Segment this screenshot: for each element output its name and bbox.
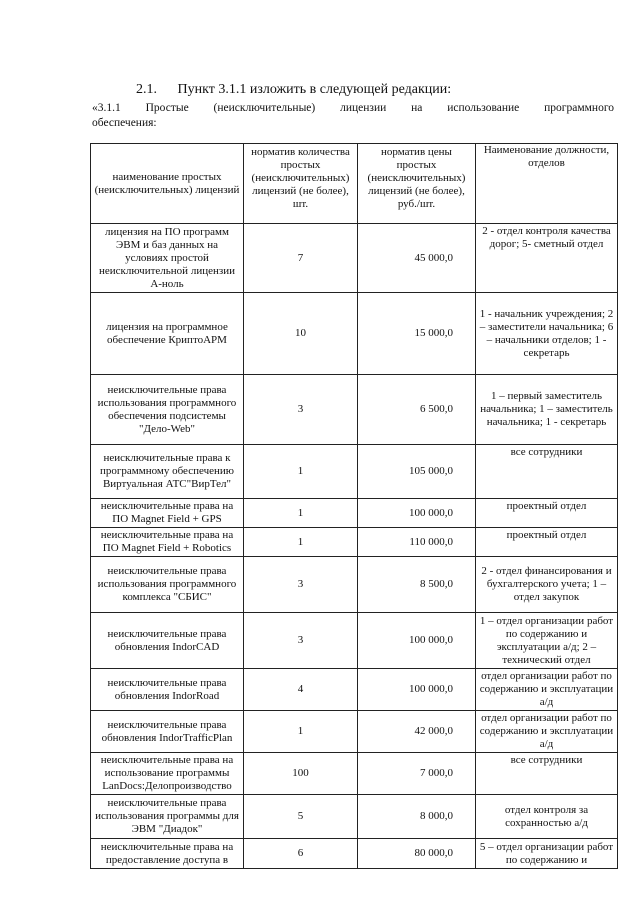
license-price: 80 000,0: [358, 839, 476, 869]
intro-line-2: обеспечения:: [92, 117, 157, 129]
license-name: лицензия на ПО программ ЭВМ и баз данных на условиях простой неисключительной лицензии А-ноль: [91, 224, 244, 293]
table-header-row: [91, 144, 618, 224]
table-row: [91, 613, 618, 669]
license-positions: отдел организации работ по содержанию и эксплуатации а/д: [476, 669, 618, 711]
license-name: неисключительные права использования программного обеспечения подсистемы "Дело-Web": [91, 375, 244, 445]
table-row: [91, 293, 618, 375]
license-name: лицензия на программное обеспечение КриптоАРМ: [91, 293, 244, 375]
license-price: 100 000,0: [358, 669, 476, 711]
license-price: 15 000,0: [358, 293, 476, 375]
license-positions: проектный отдел: [476, 499, 618, 528]
license-positions: 5 – отдел организации работ по содержанию и: [476, 839, 618, 869]
header-quantity: норматив количества простых (неисключительных) лицензий (не более), шт.: [244, 144, 358, 224]
license-positions: отдел организации работ по содержанию и эксплуатации а/д: [476, 711, 618, 753]
section-title: Пункт 3.1.1 изложить в следующей редакции:: [177, 82, 452, 97]
table-row: [91, 557, 618, 613]
license-qty: 1: [244, 445, 358, 499]
license-qty: 1: [244, 711, 358, 753]
table-row: [91, 528, 618, 557]
license-qty: 5: [244, 795, 358, 839]
license-name: неисключительные права обновления IndorRoad: [91, 669, 244, 711]
license-qty: 1: [244, 528, 358, 557]
intro-line-1: «3.1.1 Простые (неисключительные) лицензии на использование программного: [92, 102, 614, 114]
license-qty: 6: [244, 839, 358, 869]
header-license-name: наименование простых (неисключительных) лицензий: [91, 144, 244, 224]
license-qty: 1: [244, 499, 358, 528]
license-price: 8 500,0: [358, 557, 476, 613]
table-row: [91, 753, 618, 795]
license-qty: 7: [244, 224, 358, 293]
license-positions: проектный отдел: [476, 528, 618, 557]
license-positions: все сотрудники: [476, 445, 618, 499]
license-name: неисключительные права к программному обеспечению Виртуальная АТС"ВирТел": [91, 445, 244, 499]
table-row: [91, 839, 618, 869]
license-positions: 2 - отдел финансирования и бухгалтерского учета; 1 – отдел закупок: [476, 557, 618, 613]
license-name: неисключительные права использования программы для ЭВМ "Диадок": [91, 795, 244, 839]
license-positions: 2 - отдел контроля качества дорог; 5- сметный отдел: [476, 224, 618, 293]
license-price: 100 000,0: [358, 613, 476, 669]
license-price: 105 000,0: [358, 445, 476, 499]
table-row: [91, 499, 618, 528]
license-price: 7 000,0: [358, 753, 476, 795]
license-name: неисключительные права на ПО Magnet Field + GPS: [91, 499, 244, 528]
license-price: 110 000,0: [358, 528, 476, 557]
header-positions: Наименование должности, отделов: [476, 144, 618, 224]
license-name: неисключительные права на предоставление доступа в: [91, 839, 244, 869]
license-positions: все сотрудники: [476, 753, 618, 795]
section-heading: [136, 82, 451, 98]
license-price: 6 500,0: [358, 375, 476, 445]
license-qty: 3: [244, 613, 358, 669]
table-row: [91, 711, 618, 753]
license-positions: отдел контроля за сохранностью а/д: [476, 795, 618, 839]
license-price: 100 000,0: [358, 499, 476, 528]
license-price: 42 000,0: [358, 711, 476, 753]
license-name: неисключительные права обновления IndorCAD: [91, 613, 244, 669]
license-price: 8 000,0: [358, 795, 476, 839]
license-positions: 1 – первый заместитель начальника; 1 – заместитель начальника; 1 - секретарь: [476, 375, 618, 445]
license-qty: 4: [244, 669, 358, 711]
license-name: неисключительные права на использование программы LanDocs:Делопроизводство: [91, 753, 244, 795]
section-number: 2.1.: [136, 82, 157, 97]
license-positions: 1 - начальник учреждения; 2 – заместители начальника; 6 – начальники отделов; 1 - секретарь: [476, 293, 618, 375]
license-qty: 3: [244, 557, 358, 613]
license-name: неисключительные права обновления IndorTrafficPlan: [91, 711, 244, 753]
header-price: норматив цены простых (неисключительных) лицензий (не более), руб./шт.: [358, 144, 476, 224]
license-name: неисключительные права на ПО Magnet Field + Robotics: [91, 528, 244, 557]
license-positions: 1 – отдел организации работ по содержанию и эксплуатации а/д; 2 – технический отдел: [476, 613, 618, 669]
license-qty: 100: [244, 753, 358, 795]
license-qty: 10: [244, 293, 358, 375]
license-price: 45 000,0: [358, 224, 476, 293]
table-row: [91, 224, 618, 293]
table-row: [91, 669, 618, 711]
license-name: неисключительные права использования программного комплекса "СБИС": [91, 557, 244, 613]
table-row: [91, 375, 618, 445]
table-row: [91, 445, 618, 499]
table-row: [91, 795, 618, 839]
license-qty: 3: [244, 375, 358, 445]
licenses-table: [90, 143, 618, 869]
